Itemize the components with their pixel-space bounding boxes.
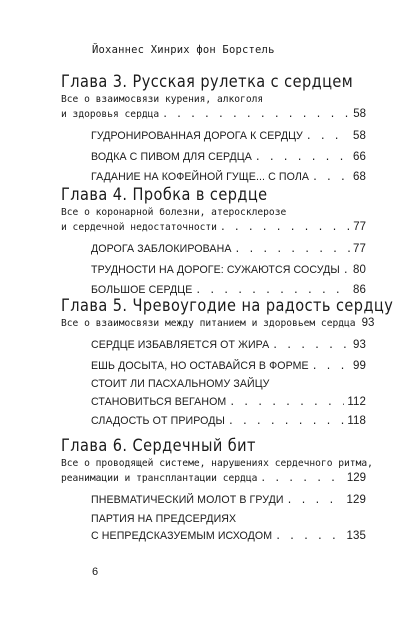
chapter-desc-line: Все о коронарной болезни, атеросклерозе [61,207,287,218]
toc-entry-continued[interactable]: СТАНОВИТЬСЯ ВЕГАНОМ . . . 112 [61,394,366,412]
toc-entry[interactable]: ГУДРОНИРОВАННАЯ ДОРОГА К СЕРДЦУ . . . 58 [61,126,366,147]
dot-leader [162,107,350,122]
page-ref: 66 [353,150,366,163]
page-ref: 129 [346,472,366,484]
chapter-desc-line: Все о взаимосвязи курения, алкоголя [61,94,264,105]
toc-entry[interactable]: СЛАДОСТЬ ОТ ПРИРОДЫ . . . 118 [61,411,366,432]
page-ref: 118 [347,415,366,427]
dot-leader [235,240,351,261]
page-ref: 58 [353,108,366,120]
page-ref: 77 [353,243,366,255]
chapter-title: Глава 5. Чревоугодие на радость сердцу [61,296,394,315]
chapter-6 [61,435,373,546]
page-ref: 77 [353,221,366,233]
toc-entry[interactable]: ДОРОГА ЗАБЛОКИРОВАНА . . . 77 [61,239,366,260]
page-ref: 68 [353,171,366,183]
chapter-4 [61,184,366,301]
page-ref: 80 [353,263,366,276]
page-ref: 86 [353,284,366,296]
chapter-5 [61,295,394,432]
dot-leader [255,148,350,169]
toc-entry[interactable]: ТРУДНОСТИ НА ДОРОГЕ: СУЖАЮТСЯ СОСУДЫ . . . 80 [61,260,366,281]
chapter-title: Глава 4. Пробка в сердце [61,185,268,204]
chapter-3 [61,71,366,188]
dot-leader [260,471,343,486]
chapter-title: Глава 6. Сердечный бит [61,436,256,455]
chapter-desc-line: Все о проводящей системе, нарушениях сердечного ритма, [61,458,373,469]
page-number: 6 [92,566,99,578]
page-ref: 129 [346,494,366,506]
dot-leader [272,336,350,357]
dot-leader [220,220,350,235]
page-ref: 93 [353,339,366,351]
page-ref: 58 [353,130,366,142]
page-ref: 99 [353,359,366,372]
page-ref: 112 [347,395,366,408]
dot-leader [287,491,344,512]
toc-entry[interactable]: ПНЕВМАТИЧЕСКИЙ МОЛОТ В ГРУДИ . . . 129 [61,490,366,511]
chapter-desc-line: и здоровья сердца . . . 58 [61,107,366,122]
dot-leader [275,528,343,546]
dot-leader [306,127,350,148]
toc-entry[interactable]: ПАРТИЯ НА ПРЕДСЕРДИЯХ [91,512,237,525]
page-ref: 93 [361,317,375,329]
chapter-title: Глава 3. Русская рулетка с сердцем [61,72,354,91]
toc-entry[interactable]: ВОДКА С ПИВОМ ДЛЯ СЕРДЦА . . . 66 [61,147,366,168]
toc-entry[interactable]: БОЛЬШОЕ СЕРДЦЕ . . . 86 [61,280,366,301]
toc-entry[interactable]: СЕРДЦЕ ИЗБАВЛЯЕТСЯ ОТ ЖИРА . . . 93 [61,335,366,356]
chapter-desc-line: и сердечной недостаточности . . . 77 [61,220,366,235]
dot-leader [228,412,344,433]
page-ref: 135 [346,530,366,542]
dot-leader [312,357,350,378]
chapter-desc-line: реанимации и трансплантации сердца . . . 129 [61,471,366,486]
chapter-desc-line: Все о взаимосвязи между питанием и здоровьем сердца 93 [61,317,375,329]
dot-leader [229,394,344,412]
running-head-author: Йоханнес Хинрих фон Борстель [92,44,275,56]
toc-entry[interactable]: ГАДАНИЕ НА КОФЕЙНОЙ ГУЩЕ... С ПОЛА . . . 68 [61,167,366,188]
toc-entry[interactable]: СТОИТ ЛИ ПАСХАЛЬНОМУ ЗАЙЦУ [91,378,270,390]
toc-entry-continued[interactable]: С НЕПРЕДСКАЗУЕМЫМ ИСХОДОМ . . . 135 [61,528,366,546]
toc-entry[interactable]: ЕШЬ ДОСЫТА, НО ОСТАВАЙСЯ В ФОРМЕ . . . 99 [61,356,366,377]
dot-leader [343,261,350,282]
